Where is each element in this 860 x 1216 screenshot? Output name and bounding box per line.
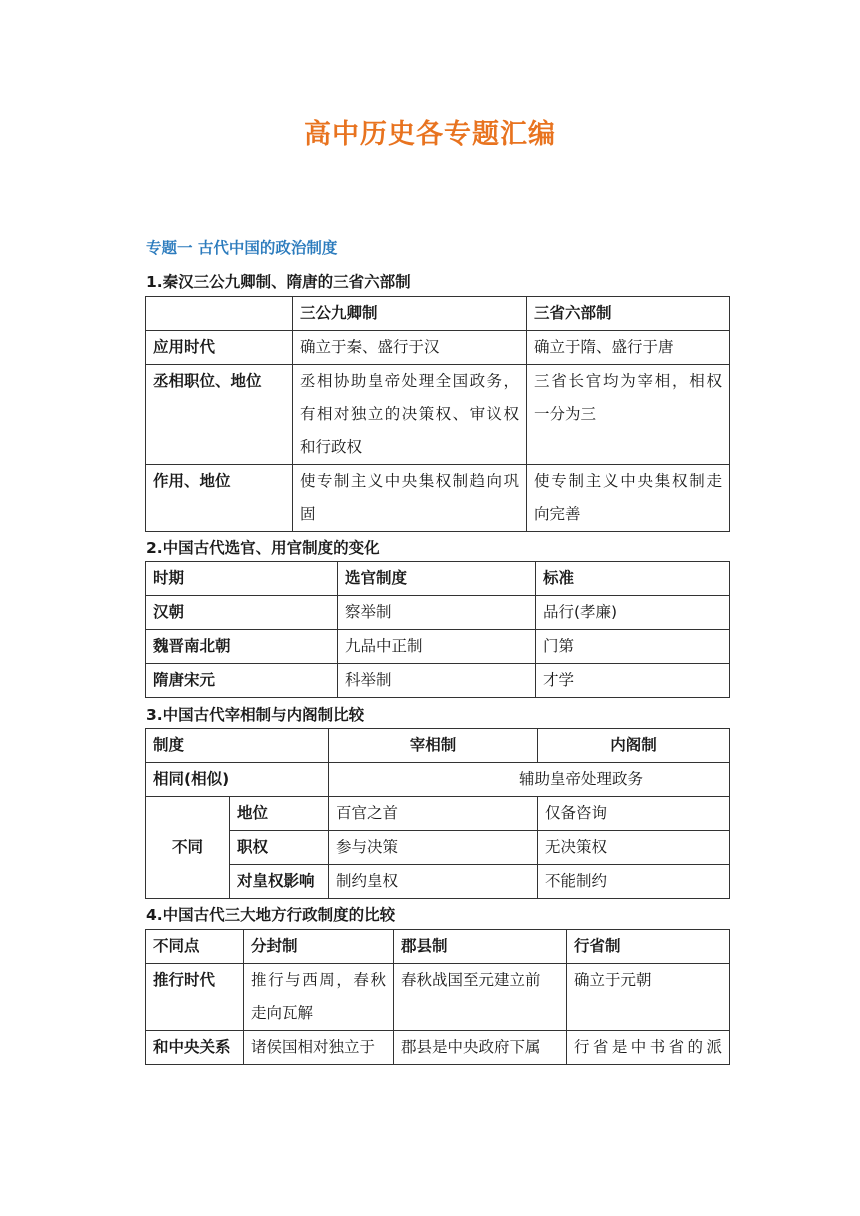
row-label: 应用时代	[146, 331, 293, 365]
table-cell: 推行与西周，春秋 走向瓦解	[244, 964, 394, 1031]
row-label: 不同	[146, 797, 230, 899]
header-cell: 行省制	[567, 930, 730, 964]
table-difang-xingzheng	[145, 929, 730, 1065]
header-cell: 选官制度	[338, 562, 536, 596]
table-cell: 确立于隋、盛行于唐	[527, 331, 730, 365]
section-title: 专题一 古代中国的政治制度	[146, 239, 338, 257]
table-cell: 制约皇权	[329, 865, 538, 899]
table-cell: 百官之首	[329, 797, 538, 831]
table-row	[146, 331, 730, 365]
row-label: 作用、地位	[146, 465, 293, 532]
header-cell: 内阁制	[538, 729, 730, 763]
table-row	[146, 630, 730, 664]
row-label: 魏晋南北朝	[146, 630, 338, 664]
table-header-row	[146, 562, 730, 596]
table-row	[146, 831, 730, 865]
row-label: 相同(相似)	[146, 763, 329, 797]
table-sangong-sansheng	[145, 296, 730, 532]
table-row	[146, 365, 730, 465]
header-cell: 不同点	[146, 930, 244, 964]
table-row	[146, 596, 730, 630]
table-cell: 辅助皇帝处理政务	[329, 763, 730, 797]
table-header-row	[146, 729, 730, 763]
table3-heading: 3.中国古代宰相制与内阁制比较	[146, 706, 365, 724]
table-row	[146, 964, 730, 1031]
header-cell: 宰相制	[329, 729, 538, 763]
header-cell: 制度	[146, 729, 329, 763]
table-cell: 丞相协助皇帝处理全国政务， 有相对独立的决策权、审议权 和行政权	[293, 365, 527, 465]
table-cell: 三省长官均为宰相，相权 一分为三	[527, 365, 730, 465]
table-cell: 使专制主义中央集权制走 向完善	[527, 465, 730, 532]
header-cell: 时期	[146, 562, 338, 596]
table-zaixiang-neige	[145, 728, 730, 899]
table4-heading: 4.中国古代三大地方行政制度的比较	[146, 906, 396, 924]
table-header-row	[146, 930, 730, 964]
header-cell: 郡县制	[394, 930, 567, 964]
table-cell: 诸侯国相对独立于	[244, 1031, 394, 1065]
row-sublabel: 对皇权影响	[230, 865, 329, 899]
header-cell: 三公九卿制	[293, 297, 527, 331]
table1-heading: 1.秦汉三公九卿制、隋唐的三省六部制	[146, 273, 411, 291]
table-cell: 科举制	[338, 664, 536, 698]
table-header-row	[146, 297, 730, 331]
table-cell: 才学	[536, 664, 730, 698]
table-cell: 九品中正制	[338, 630, 536, 664]
table-row	[146, 664, 730, 698]
table-cell: 品行(孝廉)	[536, 596, 730, 630]
table-row	[146, 465, 730, 532]
row-label: 丞相职位、地位	[146, 365, 293, 465]
table-row	[146, 797, 730, 831]
table-cell: 仅备咨询	[538, 797, 730, 831]
table2-heading: 2.中国古代选官、用官制度的变化	[146, 539, 380, 557]
row-sublabel: 地位	[230, 797, 329, 831]
table-cell: 行省是中书省的派	[567, 1031, 730, 1065]
row-sublabel: 职权	[230, 831, 329, 865]
row-label: 汉朝	[146, 596, 338, 630]
header-cell: 分封制	[244, 930, 394, 964]
document-title: 高中历史各专题汇编	[304, 119, 556, 150]
table-cell: 不能制约	[538, 865, 730, 899]
table-cell: 春秋战国至元建立前	[394, 964, 567, 1031]
row-label: 和中央关系	[146, 1031, 244, 1065]
header-cell	[146, 297, 293, 331]
table-cell: 郡县是中央政府下属	[394, 1031, 567, 1065]
table-cell: 参与决策	[329, 831, 538, 865]
table-cell: 使专制主义中央集权制趋向巩 固	[293, 465, 527, 532]
table-row	[146, 865, 730, 899]
table-row	[146, 1031, 730, 1065]
table-cell: 确立于元朝	[567, 964, 730, 1031]
row-label: 推行时代	[146, 964, 244, 1031]
header-cell: 标准	[536, 562, 730, 596]
table-cell: 门第	[536, 630, 730, 664]
table-xuanguan	[145, 561, 730, 698]
table-cell: 无决策权	[538, 831, 730, 865]
header-cell: 三省六部制	[527, 297, 730, 331]
table-cell: 察举制	[338, 596, 536, 630]
row-label: 隋唐宋元	[146, 664, 338, 698]
table-row	[146, 763, 730, 797]
table-cell: 确立于秦、盛行于汉	[293, 331, 527, 365]
